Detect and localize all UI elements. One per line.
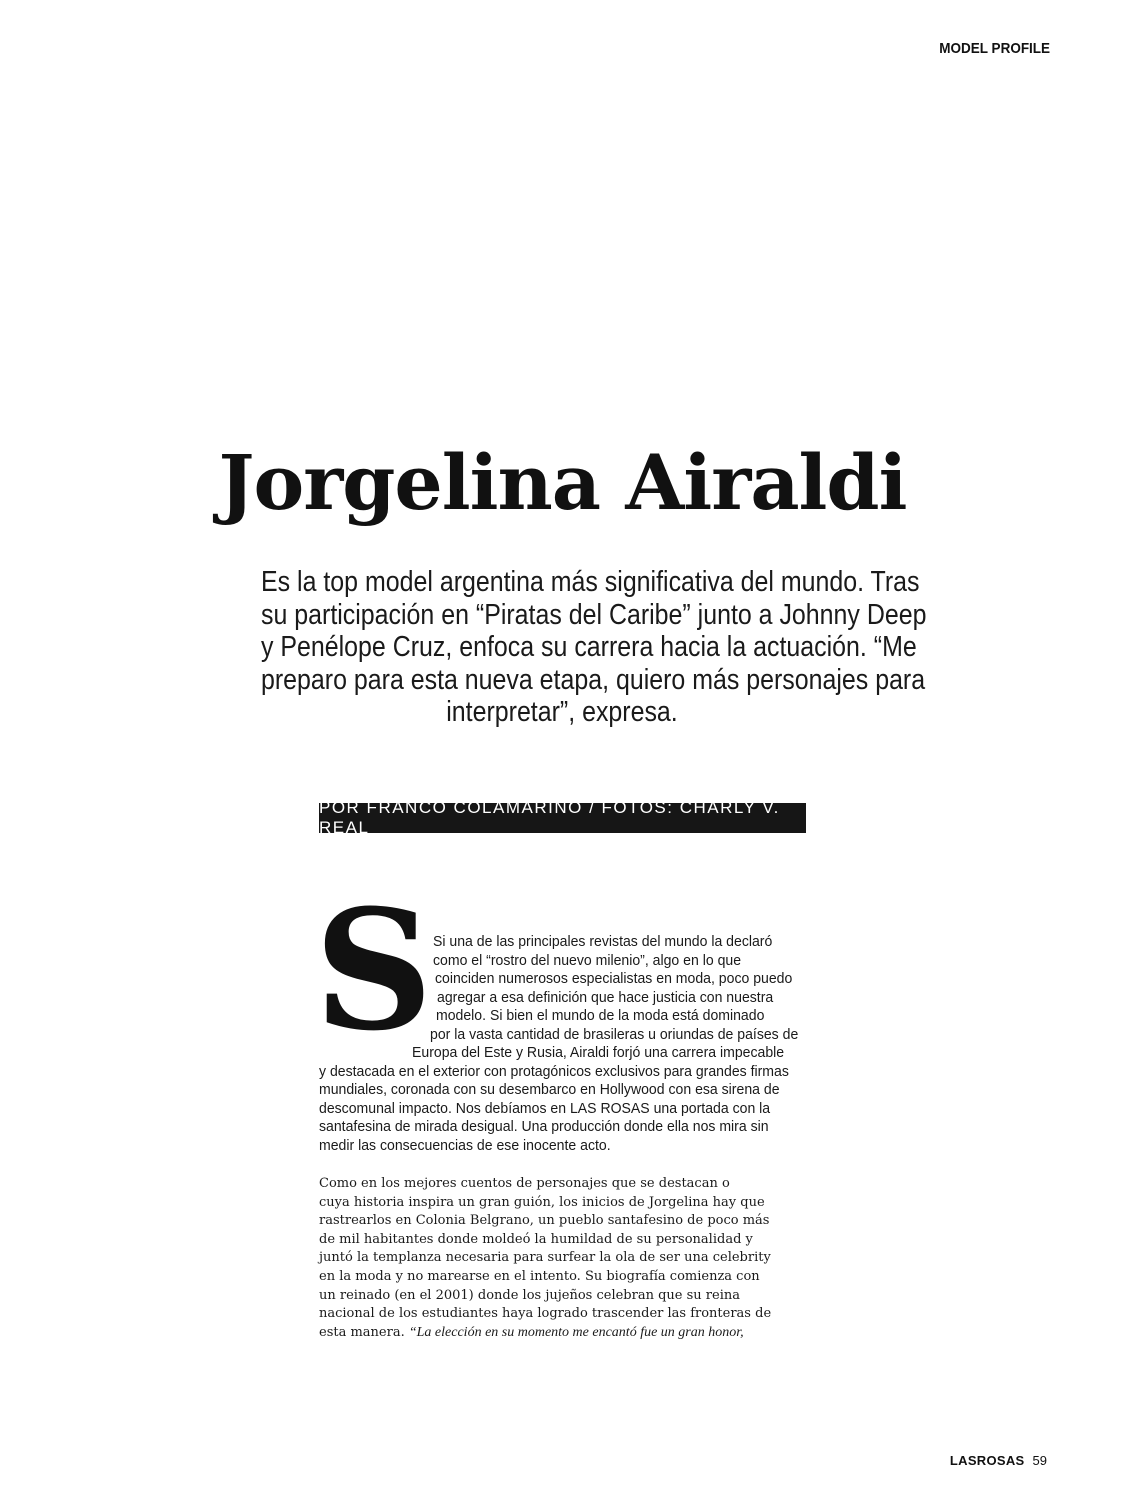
body-line: Si una de las principales revistas del mundo la declaró xyxy=(433,934,773,950)
article-title: Jorgelina Airaldi xyxy=(218,438,907,527)
deck-line: su participación en “Piratas del Caribe” junto a Johnny Deep xyxy=(261,598,927,631)
body-line: nacional de los estudiantes haya logrado trascender las fronteras de xyxy=(319,1306,772,1322)
magazine-brand: LASROSAS xyxy=(949,1453,1025,1468)
body-line: modelo. Si bien el mundo de la moda está dominado xyxy=(436,1008,765,1024)
body-line: descomunal impacto. Nos debíamos en LAS ROSAS una portada con la xyxy=(319,1100,771,1117)
deck-line: interpretar”, expresa. xyxy=(446,696,678,728)
body-line: un reinado (en el 2001) donde los jujeños celebran que su reina xyxy=(319,1287,740,1303)
body-line xyxy=(319,1325,744,1341)
page-footer xyxy=(950,1453,1047,1468)
body-line: como el “rostro del nuevo milenio”, algo en lo que xyxy=(433,952,742,969)
body-line: Como en los mejores cuentos de personajes que se destacan o xyxy=(319,1176,730,1191)
article-deck xyxy=(212,566,927,729)
body-line: por la vasta cantidad de brasileras u oriundas de países de xyxy=(430,1026,799,1043)
body-line: medir las consecuencias de ese inocente acto. xyxy=(319,1137,611,1154)
body-text: esta manera. xyxy=(319,1324,409,1340)
body-line: Europa del Este y Rusia, Airaldi forjó una carrera impecable xyxy=(412,1045,785,1061)
body-line: de mil habitantes donde moldeó la humildad de su personalidad y xyxy=(319,1231,753,1247)
deck-line: y Penélope Cruz, enfoca su carrera hacia la actuación. “Me xyxy=(261,631,917,663)
deck-line: preparo para esta nueva etapa, quiero más personajes para xyxy=(261,663,926,696)
byline: POR FRANCO COLAMARINO / FOTOS: CHARLY V. REAL xyxy=(319,803,806,833)
drop-cap: S xyxy=(314,873,434,1067)
body-line: en la moda y no marearse en el intento. Su biografía comienza con xyxy=(319,1269,760,1284)
body-line: mundiales, coronada con su desembarco en Hollywood con esa sirena de xyxy=(319,1082,780,1098)
deck-line: Es la top model argentina más significativa del mundo. Tras xyxy=(261,566,920,598)
body-line: cuya historia inspira un gran guión, los inicios de Jorgelina hay que xyxy=(319,1194,765,1210)
body-line: rastrearlos en Colonia Belgrano, un pueblo santafesino de poco más xyxy=(319,1213,770,1229)
page-number: 59 xyxy=(1032,1453,1047,1468)
section-label: MODEL PROFILE xyxy=(939,40,1050,57)
body-line: agregar a esa definición que hace justicia con nuestra xyxy=(437,989,774,1006)
quote-text: “La elección en su momento me encantó fue un gran honor, xyxy=(408,1324,744,1340)
body-line: santafesina de mirada desigual. Una producción donde ella nos mira sin xyxy=(319,1119,769,1135)
body-line: y destacada en el exterior con protagónicos exclusivos para grandes firmas xyxy=(319,1063,789,1080)
body-line: coinciden numerosos especialistas en moda, poco puedo xyxy=(435,971,793,987)
body-line: juntó la templanza necesaria para surfear la ola de ser una celebrity xyxy=(319,1250,771,1266)
